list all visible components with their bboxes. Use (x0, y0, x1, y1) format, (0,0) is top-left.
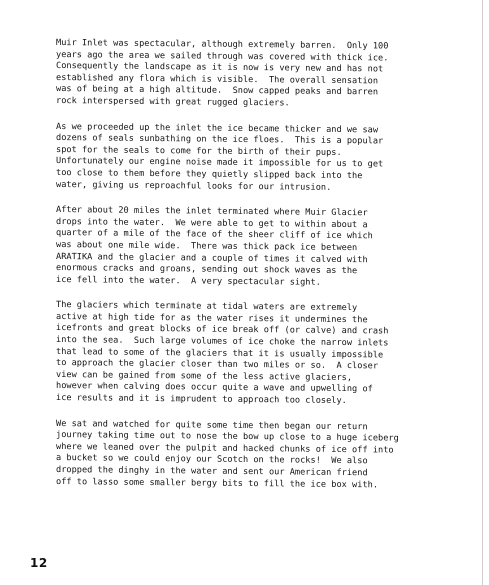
text-line: off to lasso some smaller bergy bits to fill the ice box with. (56, 476, 379, 490)
text-line: however when calving does occur quite a wave and upwelling of (56, 381, 373, 395)
paragraph-muir-glacier (56, 205, 461, 286)
text-line: active at high tide for as the water rises it undermines the (56, 311, 368, 326)
text-line: view can be gained from some of the less active glaciers, (56, 369, 353, 383)
text-line: was of being at a high altitude. Snow capped peaks and barren (56, 84, 379, 98)
text-line: dozens of seals sunbathing on the ice floes. This is a popular (56, 133, 384, 147)
text-line: Unfortunately our engine noise made it impossible for us to get (56, 156, 384, 170)
text-line: to approach the glacier closer than two miles or so. A closer (56, 358, 379, 372)
text-line: established any flora which is visible. The overall sensation (56, 72, 379, 87)
text-line: Muir Inlet was spectacular, although extremely barren. Only 100 (56, 38, 389, 52)
text-line: Consequently the landscape as it is now is very new and has not (56, 61, 384, 75)
text-line: into the sea. Such large volumes of ice choke the narrow inlets (56, 335, 389, 349)
text-line: ice results and it is imprudent to approach too closely. (56, 393, 347, 407)
text-line: The glaciers which terminate at tidal waters are extremely (56, 300, 358, 314)
text-line: After about 20 miles the inlet terminated where Muir Glacier (56, 205, 368, 219)
text-line: years ago the area we sailed through was covered with thick ice. (56, 49, 389, 64)
text-line: enormous cracks and groans, sending out shock waves as the (56, 263, 358, 277)
page-number: 12 (30, 556, 48, 570)
text-line: a bucket so we could enjoy our Scotch on the rocks! We also (56, 453, 368, 467)
text-line: spot for the seals to come for the birth of their pups. (56, 144, 342, 158)
text-line: that lead to some of the glaciers that it is usually impossible (56, 346, 384, 361)
paragraph-return-journey (56, 419, 461, 489)
text-line: drops into the water. We were able to get to within about a (56, 216, 368, 230)
text-line: journey taking time out to nose the bow up close to a huge iceberg (56, 430, 399, 444)
body-text (56, 38, 461, 502)
text-line: We sat and watched for quite some time then began our return (56, 418, 368, 432)
text-line: ARATIKA and the glacier and a couple of times it calved with (56, 251, 368, 265)
text-line: was about one mile wide. There was thick pack ice between (56, 239, 358, 254)
text-line: As we proceeded up the inlet the ice became thicker and we saw (56, 121, 379, 135)
text-line: rock interspersed with great rugged glaciers. (56, 95, 290, 109)
paragraph-tidal-glaciers (56, 300, 461, 407)
paragraph-muir-inlet (56, 38, 461, 108)
paragraph-seals (56, 122, 461, 192)
text-line: where we leaned over the pulpit and hacked chunks of ice off into (56, 441, 394, 456)
text-line: quarter of a mile of the face of the sheer cliff of ice which (56, 228, 373, 242)
scan-edge-line (482, 0, 483, 585)
text-line: dropped the dinghy in the water and sent our American friend (56, 465, 368, 479)
text-line: water, giving us reproachful looks for our intrusion. (56, 179, 332, 193)
text-line: icefronts and great blocks of ice break off (or calve) and crash (56, 323, 389, 337)
text-line: ice fell into the water. A very spectacular sight. (56, 274, 321, 288)
text-line: too close to them before they quietly slipped back into the (56, 167, 363, 182)
